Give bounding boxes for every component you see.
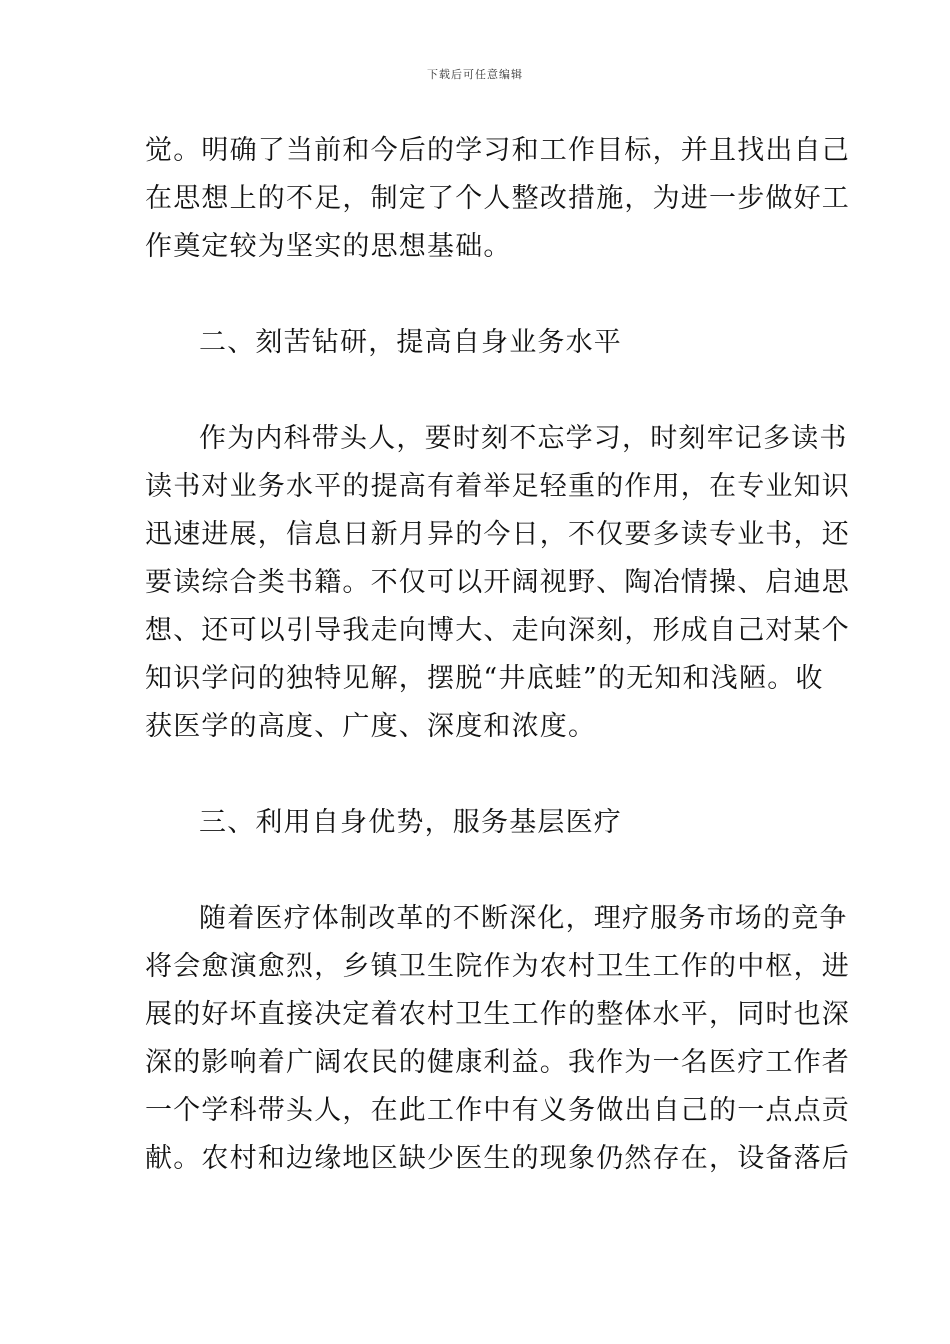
paragraph-line: 读书对业务水平的提高有着举足轻重的作用，在专业知识 [145,471,850,502]
header-note: 下载后可任意编辑 [427,68,523,81]
paragraph-gap [145,271,807,319]
section-heading-2: 二、刻苦钻研，提高自身业务水平 [199,327,622,358]
paragraph-line: 在思想上的不足，制定了个人整改措施，为进一步做好工 [145,183,850,214]
paragraph-line: 展的好坏直接决定着农村卫生工作的整体水平，同时也深 [145,999,850,1030]
section-heading-3: 三、利用自身优势，服务基层医疗 [199,807,622,838]
paragraph-line: 要读综合类书籍。不仅可以开阔视野、陶冶情操、启迪思 [145,567,850,598]
paragraph-line: 知识学问的独特见解，摆脱“井底蛙”的无知和浅陋。收 [145,663,824,694]
paragraph-line: 一个学科带头人，在此工作中有义务做出自己的一点点贡 [145,1095,850,1126]
paragraph-line: 作奠定较为坚实的思想基础。 [145,231,512,262]
paragraph-line: 献。农村和边缘地区缺少医生的现象仍然存在，设备落后 [145,1143,850,1174]
paragraph-line: 作为内科带头人，要时刻不忘学习，时刻牢记多读书 [199,423,848,454]
paragraph-gap [145,367,807,415]
paragraph-line: 想、还可以引导我走向博大、走向深刻，形成自己对某个 [145,615,850,646]
paragraph-line: 迅速进展，信息日新月异的今日，不仅要多读专业书，还 [145,519,850,550]
paragraph-gap [145,751,807,799]
paragraph-line: 将会愈演愈烈，乡镇卫生院作为农村卫生工作的中枢，进 [145,951,850,982]
paragraph-line: 深的影响着广阔农民的健康利益。我作为一名医疗工作者 [145,1047,850,1078]
paragraph-line: 随着医疗体制改革的不断深化，理疗服务市场的竞争 [199,903,848,934]
paragraph-line: 觉。明确了当前和今后的学习和工作目标，并且找出自己 [145,135,850,166]
paragraph-line: 获医学的高度、广度、深度和浓度。 [145,711,597,742]
paragraph-gap [145,847,807,895]
document-body [145,127,850,1183]
